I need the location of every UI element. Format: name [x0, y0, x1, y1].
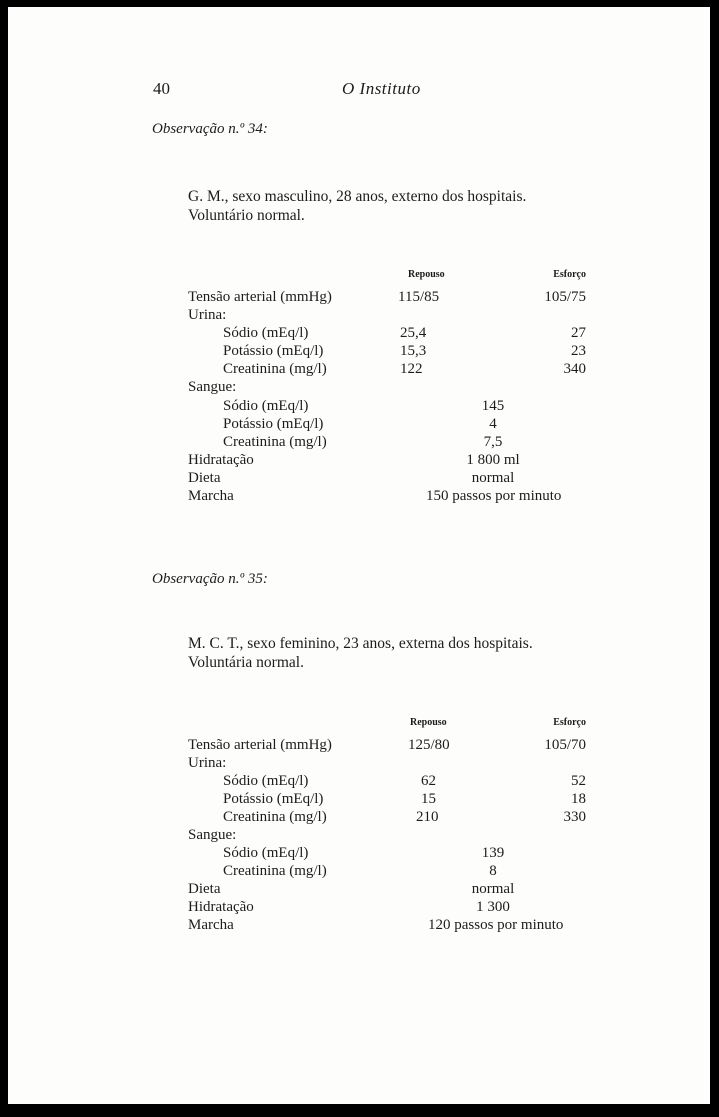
obs34-urina-creatinina-effort: 340	[563, 361, 586, 377]
obs35-label-sangue-sodio: Sódio (mEq/l)	[223, 845, 309, 861]
obs34-label-hidratacao: Hidratação	[188, 452, 254, 468]
obs35-urina-sodio-rest: 62	[421, 773, 436, 789]
obs34-label-urina-creatinina: Creatinina (mg/l)	[223, 361, 327, 377]
obs34-urina-potassio-effort: 23	[571, 343, 586, 359]
obs34-tensao-effort: 105/75	[544, 289, 586, 305]
obs34-label-sangue-potassio: Potássio (mEq/l)	[223, 416, 324, 432]
obs35-urina-potassio-effort: 18	[571, 791, 586, 807]
obs35-label-sangue: Sangue:	[188, 827, 237, 843]
obs34-sangue-creatinina-value: 7,5	[483, 434, 503, 450]
obs34-label-tensao: Tensão arterial (mmHg)	[188, 289, 332, 305]
obs35-label-hidratacao: Hidratação	[188, 899, 254, 915]
obs34-title: Observação n.º 34:	[152, 121, 268, 137]
obs35-subject-line1: M. C. T., sexo feminino, 23 anos, externa dos hospitais.	[188, 635, 533, 652]
obs34-col-rest: Repouso	[408, 269, 445, 280]
obs34-label-sangue: Sangue:	[188, 379, 237, 395]
obs34-sangue-sodio-value: 145	[481, 398, 505, 414]
obs35-col-effort: Esforço	[553, 717, 586, 728]
obs34-sangue-potassio-value: 4	[489, 416, 497, 432]
obs35-label-urina: Urina:	[188, 755, 227, 771]
obs35-tensao-effort: 105/70	[544, 737, 586, 753]
obs34-label-sangue-creatinina: Creatinina (mg/l)	[223, 434, 327, 450]
obs34-label-dieta: Dieta	[188, 470, 221, 486]
obs35-subject-line2: Voluntária normal.	[188, 654, 304, 671]
obs35-dieta-value: normal	[471, 881, 515, 897]
obs35-sangue-sodio-value: 139	[481, 845, 505, 861]
obs34-label-sangue-sodio: Sódio (mEq/l)	[223, 398, 309, 414]
obs34-label-urina-sodio: Sódio (mEq/l)	[223, 325, 309, 341]
obs35-hidratacao-value: 1 300	[476, 899, 510, 915]
obs34-urina-sodio-rest: 25,4	[400, 325, 427, 341]
obs35-tensao-rest: 125/80	[408, 737, 450, 753]
obs34-urina-creatinina-rest: 122	[400, 361, 423, 377]
obs35-marcha-value: 120 passos por minuto	[428, 917, 564, 933]
obs34-dieta-value: normal	[471, 470, 515, 486]
obs34-label-urina-potassio: Potássio (mEq/l)	[223, 343, 324, 359]
running-title: O Instituto	[342, 79, 421, 98]
obs35-label-sangue-creatinina: Creatinina (mg/l)	[223, 863, 327, 879]
page-number: 40	[153, 79, 170, 98]
obs35-label-urina-potassio: Potássio (mEq/l)	[223, 791, 324, 807]
obs34-urina-sodio-effort: 27	[571, 325, 586, 341]
obs34-hidratacao-value: 1 800 ml	[466, 452, 520, 468]
obs34-marcha-value: 150 passos por minuto	[426, 488, 562, 504]
obs35-urina-creatinina-effort: 330	[563, 809, 586, 825]
obs35-title: Observação n.º 35:	[152, 571, 268, 587]
obs35-label-urina-sodio: Sódio (mEq/l)	[223, 773, 309, 789]
obs35-urina-potassio-rest: 15	[421, 791, 436, 807]
obs34-tensao-rest: 115/85	[398, 289, 440, 305]
obs34-label-marcha: Marcha	[188, 488, 234, 504]
obs35-urina-creatinina-rest: 210	[416, 809, 439, 825]
obs34-col-effort: Esforço	[553, 269, 586, 280]
obs34-label-urina: Urina:	[188, 307, 227, 323]
obs34-subject-line1: G. M., sexo masculino, 28 anos, externo dos hospitais.	[188, 188, 527, 205]
obs35-label-urina-creatinina: Creatinina (mg/l)	[223, 809, 327, 825]
obs35-col-rest: Repouso	[410, 717, 447, 728]
obs35-urina-sodio-effort: 52	[571, 773, 586, 789]
obs35-sangue-creatinina-value: 8	[489, 863, 497, 879]
obs34-urina-potassio-rest: 15,3	[400, 343, 427, 359]
scanned-page	[8, 7, 710, 1104]
obs35-label-tensao: Tensão arterial (mmHg)	[188, 737, 332, 753]
obs34-subject-line2: Voluntário normal.	[188, 207, 305, 224]
obs35-label-dieta: Dieta	[188, 881, 221, 897]
obs35-label-marcha: Marcha	[188, 917, 234, 933]
